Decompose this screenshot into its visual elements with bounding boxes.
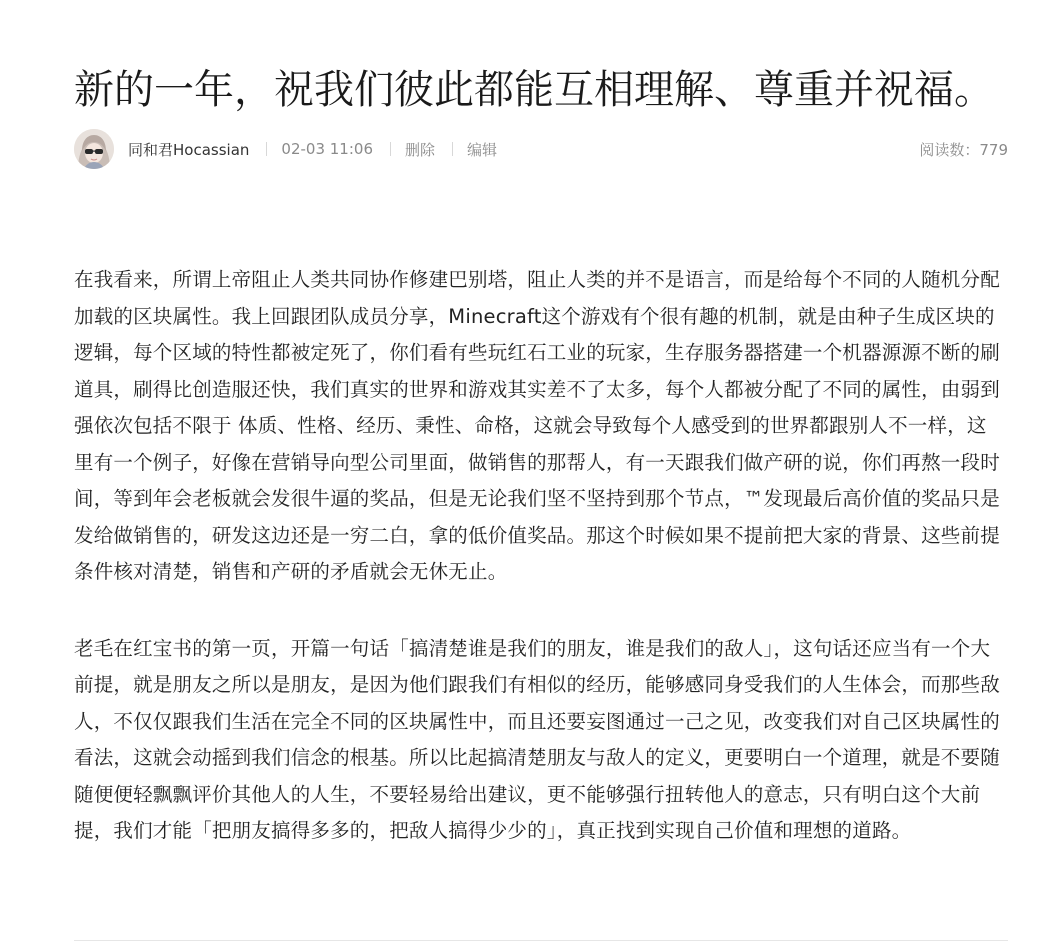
- content-divider: [74, 940, 1008, 941]
- article-title: 新的一年，祝我们彼此都能互相理解、尊重并祝福。: [74, 67, 994, 113]
- article-body: [74, 262, 1004, 890]
- edit-button[interactable]: 编辑: [467, 140, 498, 159]
- post-timestamp: 02-03 11:06: [281, 140, 373, 158]
- article-paragraph: 老毛在红宝书的第一页，开篇一句话「搞清楚谁是我们的朋友，谁是我们的敌人」，这句话还应当有一个大前提，就是朋友之所以是朋友，是因为他们跟我们有相似的经历，能够感同身受我们的人生体会，而那些敌人，不仅仅跟我们生活在完全不同的区块属性中，而且还要妄图通过一己之见，改变我们对自己区块属性的看法，这就会动摇到我们信念的根基。所以比起搞清楚朋友与敌人的定义，更要明白一个道理，就是不要随随便便轻飘飘评价其他人的人生，不要轻易给出建议，更不能够强行扭转他人的意志，只有明白这个大前提，我们才能「把朋友搞得多多的，把敌人搞得少少的」，真正找到实现自己价值和理想的道路。: [74, 636, 1000, 842]
- meta-divider: [390, 142, 391, 156]
- meta-divider: [452, 142, 453, 156]
- avatar-portrait-icon: [74, 129, 114, 169]
- article-meta: [74, 128, 1008, 170]
- read-count: 阅读数：779: [919, 140, 1008, 159]
- article-paragraph: 在我看来，所谓上帝阻止人类共同协作修建巴别塔，阻止人类的并不是语言，而是给每个不同的人随机分配加载的区块属性。我上回跟团队成员分享，Minecraft这个游戏有个很有趣的机制，就是由种子生成区块的逻辑，每个区域的特性都被定死了，你们看有些玩红石工业的玩家，生存服务器搭建一个机器源源不断的刷道具，刷得比创造服还快，我们真实的世界和游戏其实差不了太多，每个人都被分配了不同的属性，由弱到强依次包括不限于 体质、性格、经历、秉性、命格，这就会导致每个人感受到的世界都跟别人不一样，这里有一个例子，好像在营销导向型公司里面，做销售的那帮人，有一天跟我们做产研的说，你们再熬一段时间，等到年会老板就会发很牛逼的奖品，但是无论我们坚不坚持到那个节点，™发现最后高价值的奖品只是发给做销售的，研发这边还是一穷二白，拿的低价值奖品。那这个时候如果不提前把大家的背景、这些前提条件核对清楚，销售和产研的矛盾就会无休无止。: [74, 268, 1000, 583]
- meta-divider: [266, 142, 267, 156]
- delete-button[interactable]: 删除: [405, 140, 436, 159]
- avatar[interactable]: [74, 129, 114, 169]
- author-name[interactable]: 同和君Hocassian: [128, 140, 250, 159]
